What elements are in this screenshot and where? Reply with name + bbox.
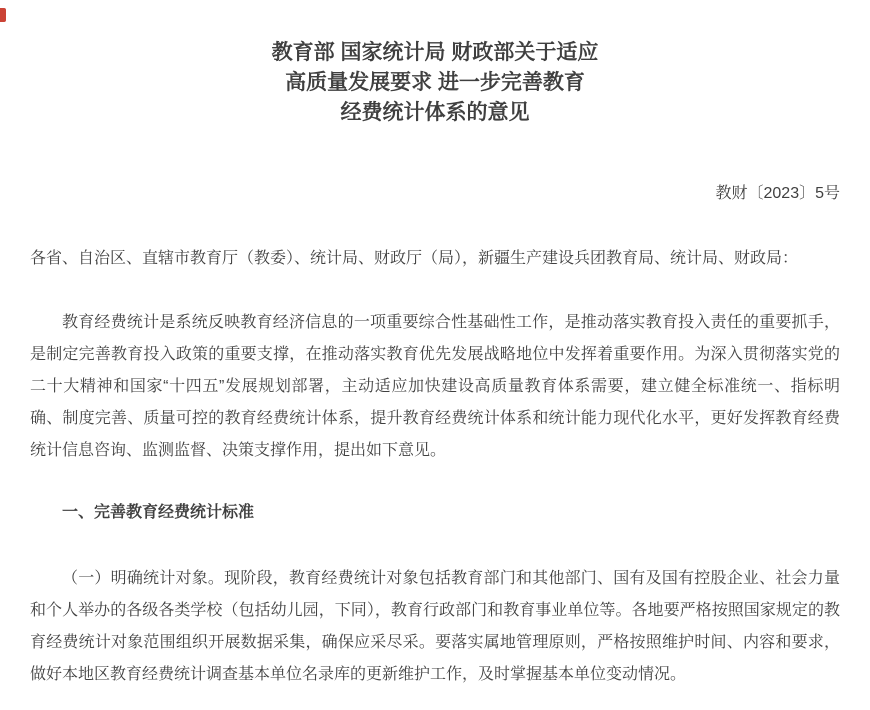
section-1-paragraph: （一）明确统计对象。现阶段，教育经费统计对象包括教育部门和其他部门、国有及国有控股企业、社会力量和个人举办的各级各类学校（包括幼儿园，下同），教育行政部门和教育事业单位等。各地要严格按照国家规定的教育经费统计对象范围组织开展数据采集，确保应采尽采。要落实属地管理原则，严格按照维护时间、内容和要求，做好本地区教育经费统计调查基本单位名录库的更新维护工作，及时掌握基本单位变动情况。 xyxy=(30,570,840,683)
intro-paragraph: 教育经费统计是系统反映教育经济信息的一项重要综合性基础性工作，是推动落实教育投入责任的重要抓手，是制定完善教育投入政策的重要支撑，在推动落实教育优先发展战略地位中发挥着重要作用。为深入贯彻落实党的二十大精神和国家“十四五”发展规划部署，主动适应加快建设高质量教育体系需要，建立健全标准统一、指标明确、制度完善、质量可控的教育经费统计体系，提升教育经费统计体系和统计能力现代化水平，更好发挥教育经费统计信息咨询、监测监督、决策支撑作用，提出如下意见。 xyxy=(30,314,840,459)
corner-cut-mark xyxy=(0,8,6,22)
section-1-heading: 一、完善教育经费统计标准 xyxy=(62,504,255,521)
addressee-line: 各省、自治区、直辖市教育厅（教委）、统计局、财政厅（局），新疆生产建设兵团教育局、统计局、财政局： xyxy=(30,250,799,267)
title-line-3: 经费统计体系的意见 xyxy=(340,101,530,124)
document-title xyxy=(30,38,840,128)
document-number: 教财〔2023〕5号 xyxy=(715,185,840,202)
title-line-2: 高质量发展要求 进一步完善教育 xyxy=(285,71,585,94)
title-line-1: 教育部 国家统计局 财政部关于适应 xyxy=(271,41,599,64)
